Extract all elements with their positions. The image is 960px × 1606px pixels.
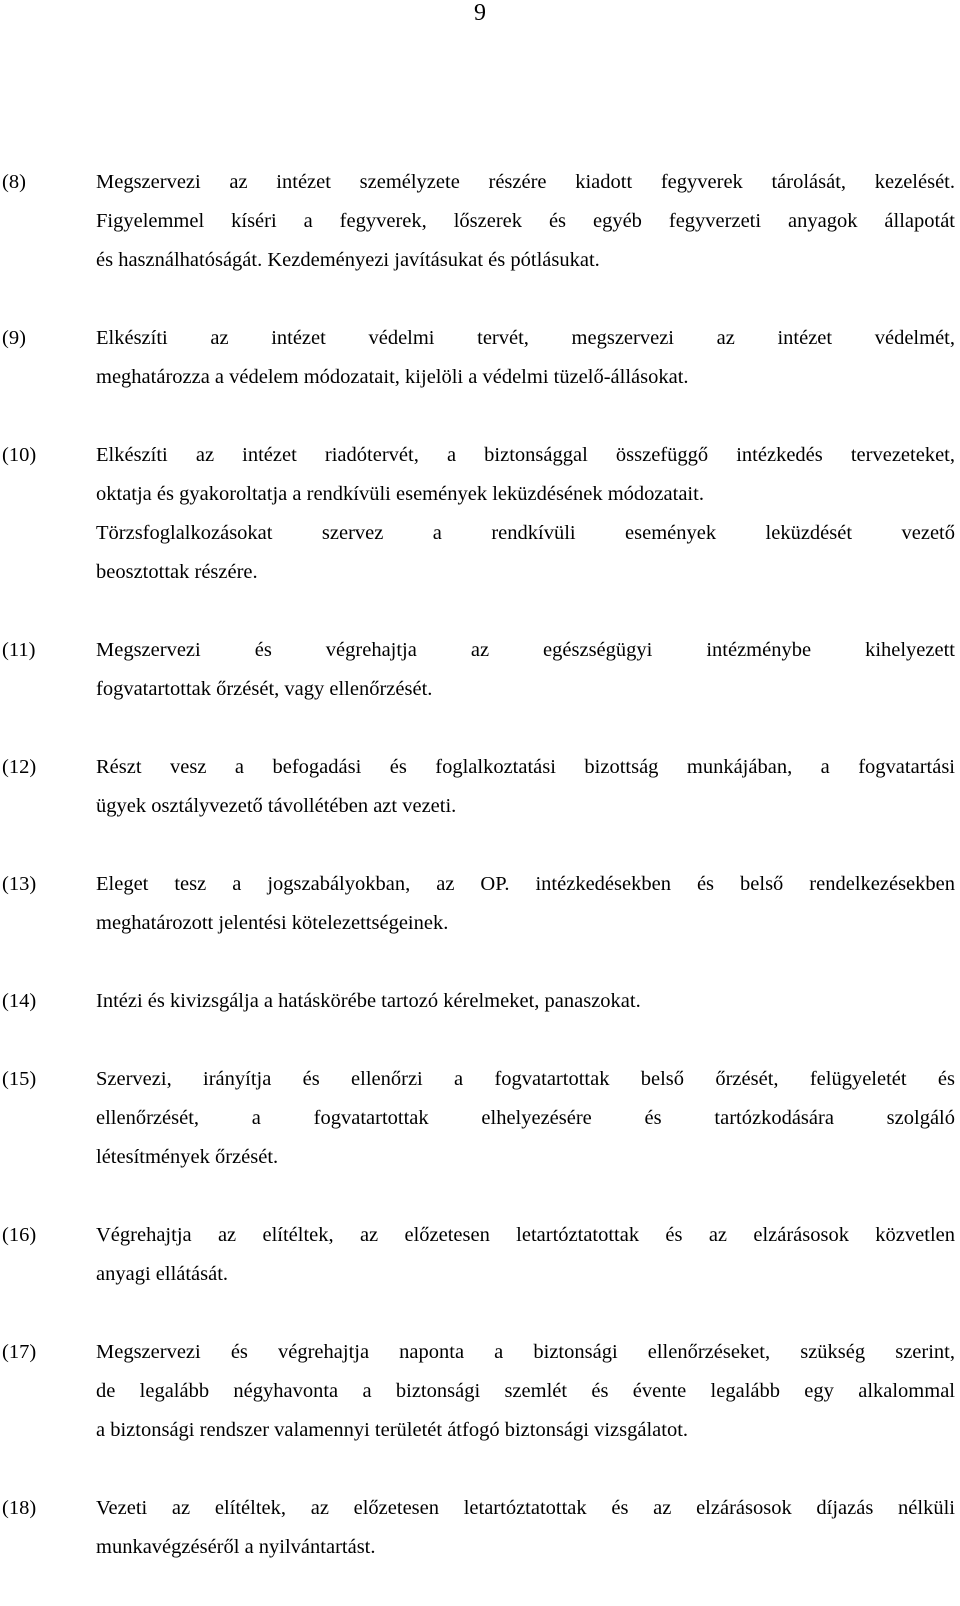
text-line: Végrehajtja az elítéltek, az előzetesen letartóztatottak és az elzárásosok közvetlen [96, 1224, 955, 1246]
text-line: oktatja és gyakoroltatja a rendkívüli események leküzdésének módozatait. [96, 483, 704, 505]
text-line: Intézi és kivizsgálja a hatáskörébe tartozó kérelmeket, panaszokat. [96, 990, 641, 1012]
item-number: (15) [2, 1068, 37, 1090]
text-line: munkavégzéséről a nyilvántartást. [96, 1536, 376, 1558]
item-number: (14) [2, 990, 37, 1012]
item-text [96, 1333, 955, 1450]
item-number: (10) [2, 444, 37, 466]
item-number: (17) [2, 1341, 37, 1363]
list-item [0, 319, 960, 397]
item-number: (12) [2, 756, 37, 778]
item-text [96, 748, 955, 826]
item-text [96, 1216, 955, 1294]
item-number: (13) [2, 873, 37, 895]
text-line: Elkészíti az intézet riadótervét, a biztonsággal összefüggő intézkedés tervezeteket, [96, 444, 955, 466]
list-item [0, 631, 960, 709]
list-item [0, 1333, 960, 1450]
text-line: meghatározza a védelem módozatait, kijelöli a védelmi tüzelő-állásokat. [96, 366, 689, 388]
text-line: a biztonsági rendszer valamennyi területét átfogó biztonsági vizsgálatot. [96, 1419, 689, 1441]
text-line: ügyek osztályvezető távollétében azt vezeti. [96, 795, 457, 817]
item-text [96, 865, 955, 943]
text-line: beosztottak részére. [96, 561, 258, 583]
list-item [0, 1216, 960, 1294]
list-item [0, 1489, 960, 1567]
item-text [96, 436, 955, 592]
list-item [0, 436, 960, 592]
list-item [0, 865, 960, 943]
text-line: de legalább négyhavonta a biztonsági szemlét és évente legalább egy alkalommal [96, 1380, 955, 1402]
text-line: és használhatóságát. Kezdeményezi javításukat és pótlásukat. [96, 249, 600, 271]
numbered-list [0, 163, 960, 1606]
text-line: fogvatartottak őrzését, vagy ellenőrzését. [96, 678, 433, 700]
list-item [0, 1060, 960, 1177]
text-line: létesítmények őrzését. [96, 1146, 279, 1168]
text-line: Figyelemmel kíséri a fegyverek, lőszerek és egyéb fegyverzeti anyagok állapotát [96, 210, 955, 232]
text-line: anyagi ellátását. [96, 1263, 229, 1285]
text-line: Elkészíti az intézet védelmi tervét, megszervezi az intézet védelmét, [96, 327, 955, 349]
text-line: Törzsfoglalkozásokat szervez a rendkívüli események leküzdését vezető [96, 522, 955, 544]
list-item [0, 163, 960, 280]
text-line: Megszervezi és végrehajtja naponta a biztonsági ellenőrzéseket, szükség szerint, [96, 1341, 955, 1363]
item-text [96, 1489, 955, 1567]
text-line: Vezeti az elítéltek, az előzetesen letartóztatottak és az elzárásosok díjazás nélküli [96, 1497, 955, 1519]
text-line: Megszervezi az intézet személyzete részére kiadott fegyverek tárolását, kezelését. [96, 171, 955, 193]
text-line: Szervezi, irányítja és ellenőrzi a fogvatartottak belső őrzését, felügyeletét és [96, 1068, 955, 1090]
text-line: ellenőrzését, a fogvatartottak elhelyezésére és tartózkodására szolgáló [96, 1107, 955, 1129]
list-item [0, 748, 960, 826]
item-text [96, 1060, 955, 1177]
item-text [96, 631, 955, 709]
text-line: meghatározott jelentési kötelezettségeinek. [96, 912, 449, 934]
text-line: Eleget tesz a jogszabályokban, az OP. intézkedésekben és belső rendelkezésekben [96, 873, 955, 895]
text-line: Megszervezi és végrehajtja az egészségügyi intézménybe kihelyezett [96, 639, 955, 661]
list-item [0, 982, 960, 1021]
text-line: Részt vesz a befogadási és foglalkoztatási bizottság munkájában, a fogvatartási [96, 756, 955, 778]
item-text [96, 163, 955, 280]
item-number: (16) [2, 1224, 37, 1246]
item-number: (11) [2, 639, 36, 661]
item-number: (18) [2, 1497, 37, 1519]
item-text [96, 319, 955, 397]
item-number: (9) [2, 327, 26, 349]
page-number: 9 [474, 0, 486, 26]
item-text [96, 982, 955, 1021]
item-number: (8) [2, 171, 26, 193]
